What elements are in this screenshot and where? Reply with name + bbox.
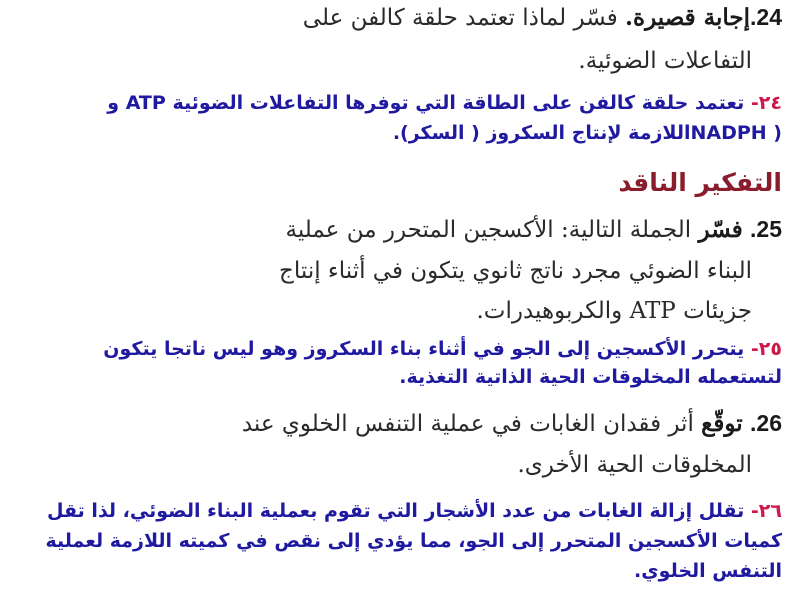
answer-26-text-2: كميات الأكسجين المتحرر إلى الجو، مما يؤدي إلى نقص في كميته اللازمة لعملية [45, 530, 782, 552]
question-25-line-1 [285, 216, 782, 243]
answer-25-number: ٢٥- [750, 338, 782, 360]
answer-25-text-2: لتستعمله المخلوقات الحية الذاتية التغذية. [399, 366, 782, 388]
question-24-text-1: فسّر لماذا تعتمد حلقة كالفن على [302, 5, 618, 31]
question-25-text-3: جزيئات ATP والكربوهيدرات. [476, 298, 752, 324]
section-heading-critical-thinking: التفكير الناقد [618, 168, 782, 197]
answer-24-text-1: تعتمد حلقة كالفن على الطاقة التي توفرها التفاعلات الضوئية ATP و [107, 92, 745, 114]
question-24-text-2: التفاعلات الضوئية. [578, 48, 752, 74]
answer-26-number: ٢٦- [750, 500, 782, 522]
answer-25-line-1 [103, 338, 782, 360]
answer-26-text-3: التنفس الخلوي. [634, 560, 782, 582]
question-26-number: 26. [750, 410, 782, 436]
question-26-text-1: أثر فقدان الغابات في عملية التنفس الخلوي عند [241, 411, 694, 437]
answer-26-text-1: تقلل إزالة الغابات من عدد الأشجار التي تقوم بعملية البناء الضوئي، لذا تقل [47, 500, 745, 522]
question-26-keyword: توقّع [701, 410, 743, 437]
answer-24-text-2: ( NADPHاللازمة لإنتاج السكروز ( السكر). [392, 122, 782, 144]
question-24-line-1 [303, 4, 782, 31]
question-24-keyword: إجابة قصيرة. [625, 4, 751, 31]
answer-26-line-1 [47, 500, 782, 522]
question-26-line-1 [242, 410, 782, 437]
answer-24-number: ٢٤- [750, 92, 782, 114]
question-25-number: 25. [750, 216, 782, 242]
question-25-keyword: فسّر [698, 216, 743, 243]
question-26-text-2: المخلوقات الحية الأخرى. [517, 452, 752, 478]
question-25-text-2: البناء الضوئي مجرد ناتج ثانوي يتكون في أثناء إنتاج [279, 258, 752, 284]
answer-25-text-1: يتحرر الأكسجين إلى الجو في أثناء بناء السكروز وهو ليس ناتجا يتكون [103, 338, 745, 360]
question-25-text-1: الجملة التالية: الأكسجين المتحرر من عملية [285, 217, 692, 243]
question-24-number: 24. [750, 4, 782, 30]
answer-24-line-1 [107, 92, 782, 114]
